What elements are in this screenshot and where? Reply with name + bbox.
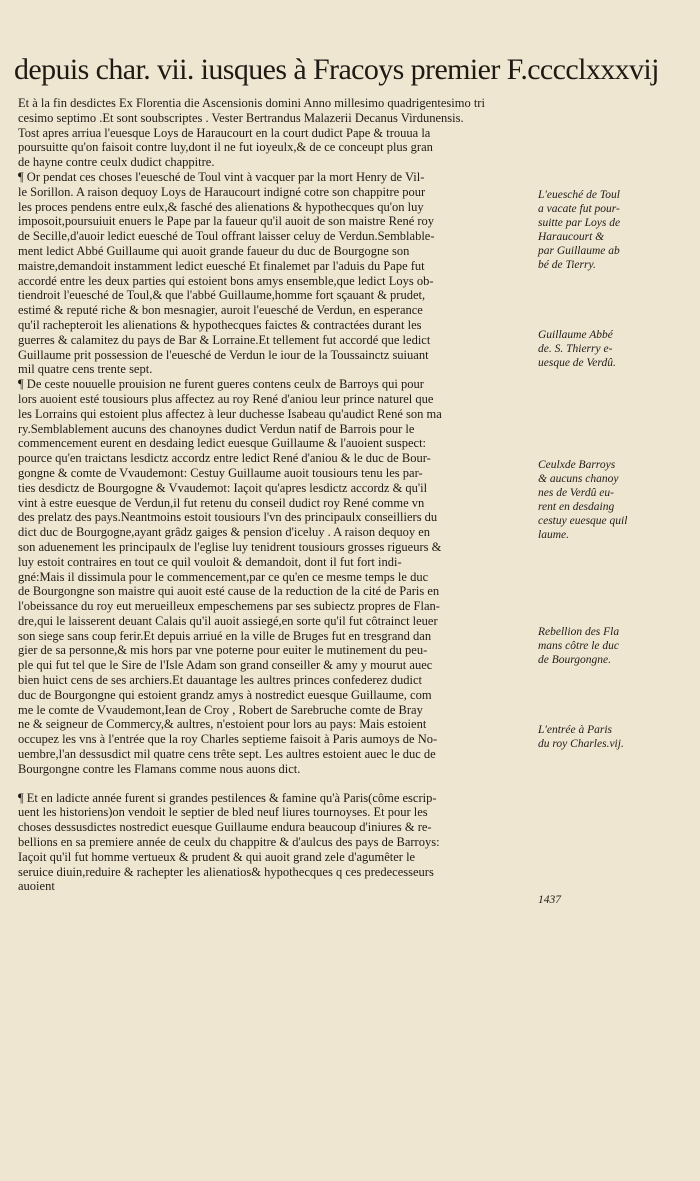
text-line: seruice diuin,reduire & rachepter les alienatios& hypothecques q ces predecesseurs bbox=[18, 864, 434, 879]
margin-note-rebellion bbox=[538, 625, 688, 667]
text-line: ment ledict Abbé Guillaume qui auoit grande faueur du duc de Bourgogne son bbox=[18, 243, 410, 258]
header-title: depuis char. vii. iusques à Fracoys premier F.cccclxxxvij bbox=[14, 53, 659, 86]
text-line: de Secille,d'auoir ledict euesché de Toul offrant laisser celuy de Verdun.Semblable- bbox=[18, 229, 435, 244]
text-line: de Bourgongne son maistre qui auoit esté cause de la reduction de la cité de Paris en bbox=[18, 584, 440, 599]
text-line: ple qui fut tel que le Sire de l'Isle Adam son grand conseiller & amy y mourut auec bbox=[18, 658, 433, 673]
text-line: accordé entre les deux parties qui estoient bons amys ensemble,que ledict Loys ob- bbox=[18, 273, 434, 288]
margin-note-year bbox=[538, 893, 688, 907]
paragraph bbox=[18, 96, 528, 170]
margin-note-line: L'euesché de Toul bbox=[538, 189, 620, 201]
text-line: ne & seigneur de Commercy,& aultres, n'estoient pour lors au pays: Mais estoient bbox=[18, 717, 427, 732]
margin-note-line: 1437 bbox=[538, 894, 561, 906]
text-line: choses dessusdictes nostredict euesque Guillaume endura beaucoup d'iniures & re- bbox=[18, 820, 432, 835]
margin-note-guillaume bbox=[538, 328, 688, 370]
margin-note-line: Haraucourt & bbox=[538, 231, 605, 243]
margin-note-line: & aucuns chanoy bbox=[538, 473, 619, 485]
text-line: mil quatre cens trente sept. bbox=[18, 362, 153, 377]
text-line: le Sorillon. A raison dequoy Loys de Haraucourt indigné cotre son chappitre pour bbox=[18, 184, 426, 199]
text-line: ry.Semblablement aucuns des chanoynes dudict Verdun natif de Barrois pour le bbox=[18, 421, 415, 436]
text-line: Guillaume prit possession de l'euesché de Verdun le iour de la Toussainctz suiuant bbox=[18, 347, 429, 362]
margin-note-line: par Guillaume ab bbox=[538, 245, 620, 257]
text-line: commencement eurent en desdaing ledict euesque Guillaume & l'auoient suspect: bbox=[18, 436, 427, 451]
text-line: ties desdictz de Bourgogne & Vvaudemot: Iaçoit qu'apres lesdictz accordz & qu'il bbox=[18, 480, 428, 495]
paragraph bbox=[18, 377, 528, 777]
text-line: uembre,l'an dessusdict mil quatre cens trête sept. Les aultres estoient auec le duc de bbox=[18, 747, 436, 762]
text-line: guerres & calamitez du pays de Bar & Lorraine.Et tellement fut accordé que ledict bbox=[18, 332, 431, 347]
text-line: des prelatz des pays.Neantmoins estoit tousiours l'vn des principaulx conseilliers du bbox=[18, 510, 438, 525]
margin-note-line: uesque de Verdû. bbox=[538, 357, 616, 369]
text-line: luy estoit contraires en tout ce quil vouloit & demandoit, dont il fut fort indi- bbox=[18, 554, 402, 569]
paragraph bbox=[18, 791, 528, 895]
main-text bbox=[18, 96, 528, 894]
margin-note-toul bbox=[538, 188, 688, 272]
running-header bbox=[14, 52, 694, 88]
text-line: estimé & reputé riche & bon mesnagier, auroit l'euesché de Verdun, en esperance bbox=[18, 303, 423, 318]
text-line: cesimo septimo .Et sont soubscriptes . Vester Bertrandus Malazerii Decanus Virdunensis. bbox=[18, 110, 464, 125]
margin-note-line: de Bourgongne. bbox=[538, 654, 612, 666]
margin-note-line: a vacate fut pour- bbox=[538, 203, 620, 215]
text-line: uent les historiens)on vendoit le septier de bled neuf liures tournoyses. Et pour les bbox=[18, 805, 428, 820]
text-line: bien huict cens de ses archiers.Et dauantage les aultres princes confederez dudict bbox=[18, 673, 422, 688]
text-line: dict duc de Bourgogne,ayant grâdz gaiges & pension d'iceluy . A raison dequoy en bbox=[18, 525, 430, 540]
margin-note-entree bbox=[538, 723, 688, 751]
text-line: duc de Bourgongne qui estoient grandz amys à nostredict euesque Guillaume, com bbox=[18, 687, 432, 702]
margin-note-line: de. S. Thierry e- bbox=[538, 343, 613, 355]
text-line: pource qu'en traictans lesdictz accordz entre ledict René d'aniou & le duc de Bour- bbox=[18, 451, 431, 466]
margin-note-line: Guillaume Abbé bbox=[538, 329, 613, 341]
text-line: qu'il rachepteroit les alienations & hypothecques faictes & contractées durant les bbox=[18, 317, 422, 332]
margin-note-line: mans côtre le duc bbox=[538, 640, 620, 652]
text-line: les Lorrains qui estoient plus affectez à leur duchesse Isabeau qu'audict René son ma bbox=[18, 406, 442, 421]
margin-note-line: du roy Charles.vij. bbox=[538, 738, 624, 750]
text-line: poursuitte qu'on faisoit contre luy,dont il ne fut ioyeulx,& de ce conceupt plus gran bbox=[18, 140, 433, 155]
margin-note-line: L'entrée à Paris bbox=[538, 724, 613, 736]
margin-note-line: rent en desdaing bbox=[538, 501, 615, 513]
margin-note-line: laume. bbox=[538, 529, 569, 541]
text-line: bellions en sa premiere année de ceulx du chappitre & d'aulcus des pays de Barroys: bbox=[18, 835, 440, 850]
text-line: tiendroit l'euesché de Toul,& que l'abbé Guillaume,homme fort sçauant & prudet, bbox=[18, 288, 426, 303]
margin-note-line: nes de Verdû eu- bbox=[538, 487, 614, 499]
text-line: occupez les vns à l'entrée que la roy Charles septieme faisoit à Paris aumoys de No- bbox=[18, 732, 438, 747]
text-line: son siege sans coup ferir.Et depuis arriué en la ville de Bruges fut en tresgrand dan bbox=[18, 628, 432, 643]
text-line: de hayne contre ceulx dudict chappitre. bbox=[18, 155, 215, 170]
text-line: maistre,demandoit instamment ledict euesché Et finalemet par l'aduis du Pape fut bbox=[18, 258, 425, 273]
margin-note-line: bé de Tierry. bbox=[538, 259, 596, 271]
text-line: imposoit,poursuiuit enuers le Pape par la faueur qu'il auoit de son maistre René roy bbox=[18, 214, 435, 229]
text-line: lors auoient esté tousiours plus affectez au roy René d'aniou leur prince naturel que bbox=[18, 391, 434, 406]
text-line: gier de sa personne,& mis hors par vne poterne pour euiter le mutinement du peu- bbox=[18, 643, 428, 658]
text-line: Et à la fin desdictes Ex Florentia die Ascensionis domini Anno millesimo quadrigentesimo tri bbox=[18, 96, 485, 110]
text-line: Bourgongne contre les Flamans comme nous auons dict. bbox=[18, 761, 301, 776]
text-line: dre,qui le laisserent deuant Calais qu'il auoit assiegé,en sorte qu'il fut côtrainct leuer bbox=[18, 613, 438, 628]
text-line: ¶ Or pendat ces choses l'euesché de Toul vint à vacquer par la mort Henry de Vil- bbox=[18, 169, 425, 184]
text-line: ¶ Et en ladicte année furent si grandes pestilences & famine qu'à Paris(côme escrip- bbox=[18, 790, 437, 805]
text-line: les proces pendens entre eulx,& fasché des alienations & hypothecques qu'on luy bbox=[18, 199, 424, 214]
margin-note-line: suitte par Loys de bbox=[538, 217, 621, 229]
text-line: me le comte de Vvaudemont,Iean de Croy , Robert de Sarebruche comte de Bray bbox=[18, 702, 423, 717]
text-line: gné:Mais il dissimula pour le commencement,par ce qu'en ce mesme temps le duc bbox=[18, 569, 429, 584]
text-line: vint à estre euesque de Verdun,il fut retenu du conseil dudict roy René comme vn bbox=[18, 495, 425, 510]
text-line: l'obeissance du roy eut merueilleux empeschemens par ses subiectz propres de Flan- bbox=[18, 599, 440, 614]
text-line: ¶ De ceste nouuelle prouision ne furent gueres contens ceulx de Barroys qui pour bbox=[18, 377, 424, 392]
margin-note-barroys bbox=[538, 458, 688, 542]
text-line: Tost apres arriua l'euesque Loys de Haraucourt en la court dudict Pape & trouua la bbox=[18, 125, 431, 140]
text-line: gongne & comte de Vvaudemont: Cestuy Guillaume auoit tousiours tenu les par- bbox=[18, 465, 423, 480]
paragraph bbox=[18, 170, 528, 377]
margin-note-line: Ceulxde Barroys bbox=[538, 459, 616, 471]
text-line: Iaçoit qu'il fut homme vertueux & prudent & qui auoit grand zele d'agumêter le bbox=[18, 849, 416, 864]
margin-note-line: Rebellion des Fla bbox=[538, 626, 620, 638]
text-line: auoient bbox=[18, 879, 55, 894]
margin-note-line: cestuy euesque quil bbox=[538, 515, 628, 527]
text-line: son aduenement les principaulx de l'eglise luy tenidrent tousiours grosses rigueurs & bbox=[18, 539, 442, 554]
